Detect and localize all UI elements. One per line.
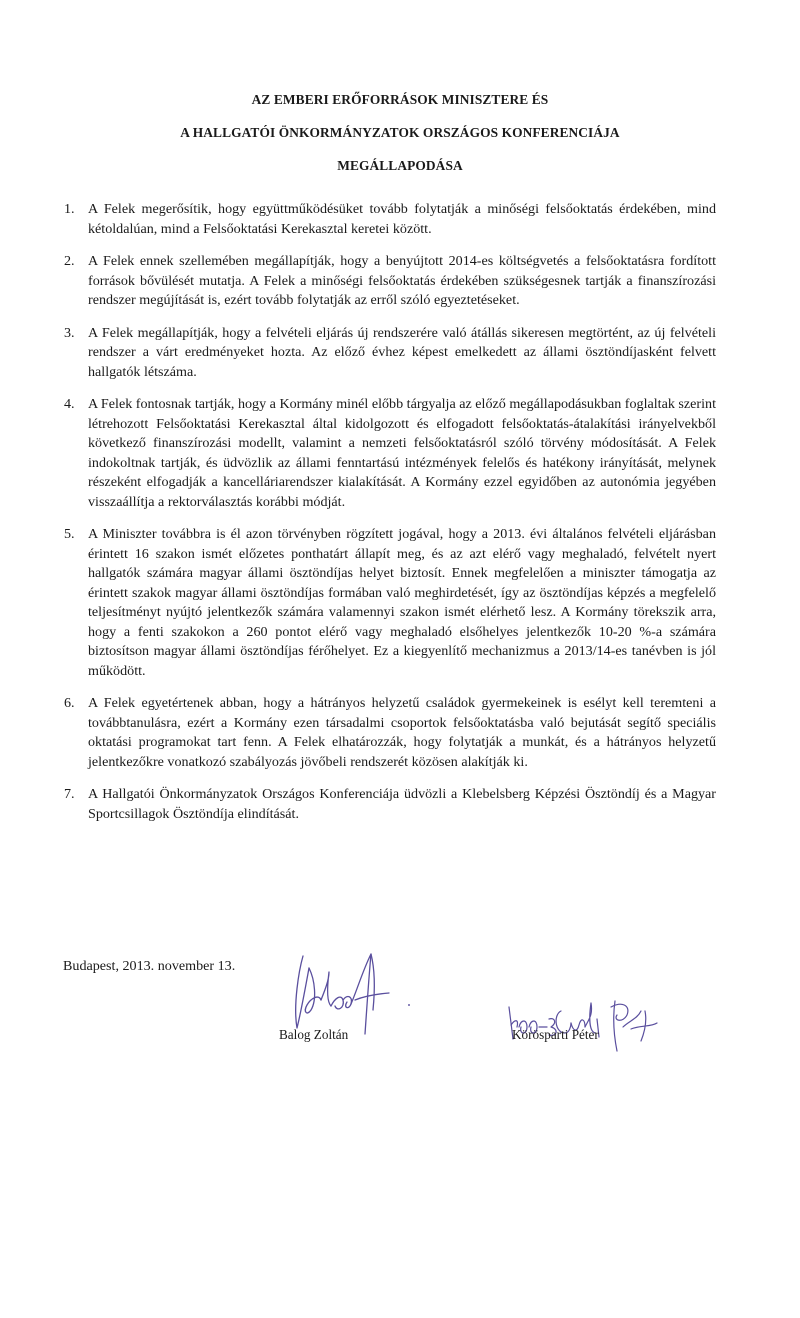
item-number: 5. bbox=[64, 526, 75, 542]
title-line-1: AZ EMBERI ERŐFORRÁSOK MINISZTERE ÉS bbox=[251, 92, 549, 107]
list-item bbox=[64, 785, 716, 824]
title-line-3: MEGÁLLAPODÁSA bbox=[337, 158, 463, 173]
item-text: A Felek megállapítják, hogy a felvételi eljárás új rendszerére való átállás sikeresen megtörtént, az új felvételi rendszer a várt eredményeket hozta. Az előző évhez képest emelkedett az állami ösztöndíjasként felvett hallgatók létszáma. bbox=[88, 324, 716, 380]
item-text: A Felek egyetértenek abban, hogy a hátrányos helyzetű családok gyermekeinek is esélyt kell teremteni a továbbtanulásra, ezért a Kormány ezen társadalmi csoportok felsőoktatásba való bejutását segítő speciális oktatási programokat tart fenn. A Felek elhatározzák, hogy folytatják a munkát, és a hátrányos helyzetű jelentkezőkre vonatkozó szabályozás jövőbeli rendszerét közösen alakítják ki. bbox=[88, 695, 716, 770]
list-item bbox=[64, 200, 716, 239]
list-item bbox=[64, 525, 716, 681]
signatory-name-1: Balog Zoltán bbox=[279, 1027, 349, 1042]
item-number: 1. bbox=[64, 201, 75, 217]
item-text: A Miniszter továbbra is él azon törvényben rögzített jogával, hogy a 2013. évi általános felvételi eljárásban érintett 16 szakon ismét előzetes ponthatárt állapít meg, és az azt elérő vagy meghaladó, felvételt nyert hallgatók számára magyar állami ösztöndíjas helyet biztosít. Ennek megfelelően a miniszter támogatja az érintett szakok magyar állami ösztöndíjas formában való meghirdetését, így az ösztöndíjas képzés a megfelelő teljesítményt nyújtó jelentkezők számára valamennyi szakon ismét elérhető lesz. A Kormány törekszik arra, hogy a fenti szakokon a 260 pontot elérő vagy meghaladó elsőhelyes jelentkezők 10-20 %-a számára biztosítson magyar állami ösztöndíjas férőhelyet. Ez a kiegyenlítő mechanizmus a 2013/14-es tanévben is jól működött. bbox=[88, 526, 716, 679]
agreement-items bbox=[64, 200, 716, 837]
list-item bbox=[64, 395, 716, 512]
list-item bbox=[64, 694, 716, 772]
place-and-date: Budapest, 2013. november 13. bbox=[63, 958, 236, 974]
item-text: A Felek megerősítik, hogy együttműködésüket tovább folytatják a minőségi felsőoktatás érdekében, mind kétoldalúan, mind a Felsőoktatási Kerekasztal keretei között. bbox=[88, 201, 716, 237]
item-number: 7. bbox=[64, 786, 75, 802]
title-line-2: A HALLGATÓI ÖNKORMÁNYZATOK ORSZÁGOS KONFERENCIÁJA bbox=[180, 125, 620, 140]
item-text: A Felek fontosnak tartják, hogy a Kormány minél előbb tárgyalja az előző megállapodásukban foglaltak szerint létrehozott Felsőoktatási Kerekasztal által kidolgozott és elfogadott felsőoktatás-átalakítási irányelvekből következő finanszírozási modellt, valamint a nemzeti felsőoktatásról szóló törvény módosítását. A Felek indokoltnak tartják, és üdvözlik az állami fenntartású intézmények felelős és hatékony irányítását, melynek részeként elfogadják a kancelláriarendszer kialakítását. A Kormány ezzel egyidőben az autonómia jegyében visszaállítja a rektorválasztás korábbi módját. bbox=[88, 396, 716, 510]
list-item bbox=[64, 324, 716, 383]
signatory-name-2: Körösparti Péter bbox=[512, 1027, 599, 1042]
item-text: A Felek ennek szellemében megállapítják, hogy a benyújtott 2014-es költségvetés a felsőoktatásra fordított források bővülését mutatja. A Felek a minőségi felsőoktatás érdekében szükségesnek tartják a finanszírozási rendszer megújítását is, ezért tovább folytatják az erről szóló egyeztetéseket. bbox=[88, 253, 716, 308]
list-item bbox=[64, 252, 716, 311]
signature-dot bbox=[408, 1004, 410, 1006]
item-text: A Hallgatói Önkormányzatok Országos Konferenciája üdvözli a Klebelsberg Képzési Ösztöndíj és a Magyar Sportcsillagok Ösztöndíja elindítását. bbox=[88, 786, 716, 822]
item-number: 4. bbox=[64, 396, 75, 412]
item-number: 3. bbox=[64, 324, 75, 341]
item-number: 2. bbox=[64, 253, 75, 269]
item-number: 6. bbox=[64, 695, 75, 711]
